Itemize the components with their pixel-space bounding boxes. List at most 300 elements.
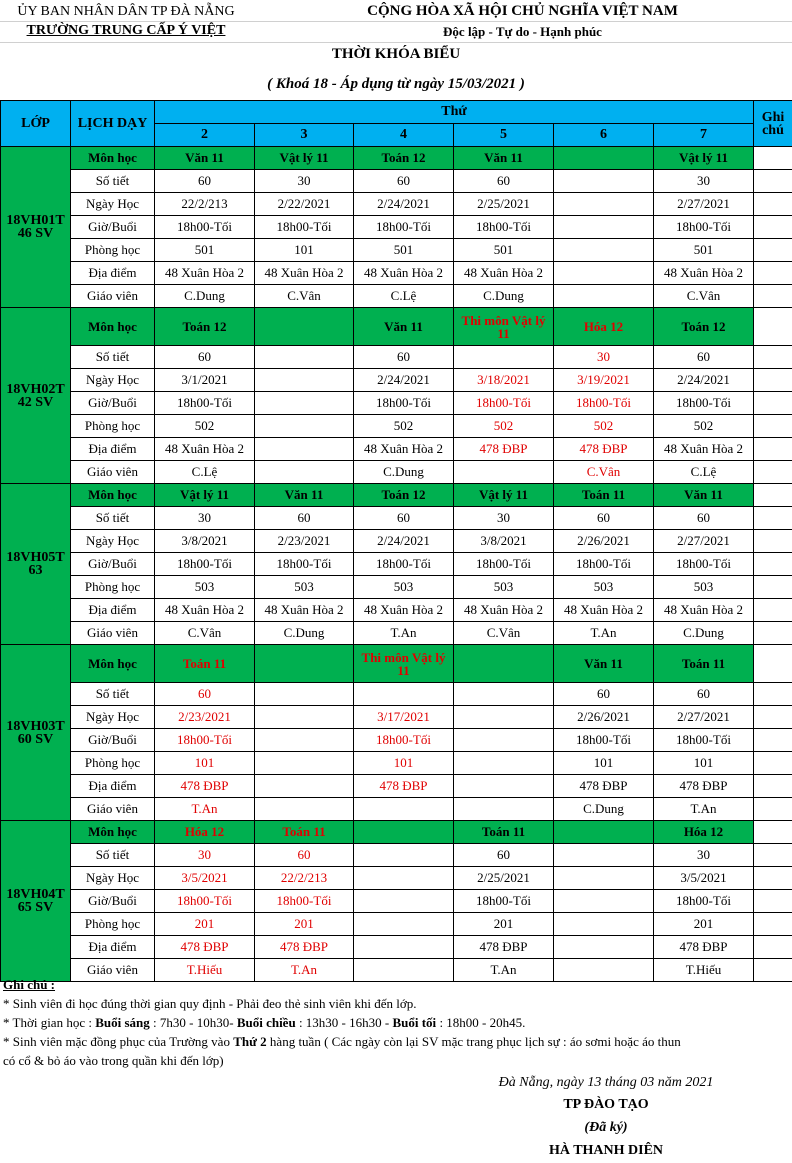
note-cell: [754, 729, 792, 752]
class-name: 18VH01T 46 SV: [1, 147, 71, 308]
table-row: [1, 239, 792, 262]
subject-cell: [554, 147, 654, 170]
row-label: Số tiết: [71, 170, 155, 193]
note-cell: [754, 147, 792, 170]
note-cell: [754, 530, 792, 553]
schedule-cell: [554, 890, 654, 913]
table-row: [1, 170, 792, 193]
schedule-cell: [554, 867, 654, 890]
schedule-cell: [354, 867, 454, 890]
table-row: [1, 683, 792, 706]
signature-status: (Đã ký): [584, 1120, 628, 1135]
row-label: Giờ/Buổi: [71, 392, 155, 415]
note-cell: [754, 576, 792, 599]
schedule-cell: [255, 775, 354, 798]
subject-cell: Thi môn Vật lý 11: [354, 645, 454, 683]
table-row: [1, 913, 792, 936]
note-cell: [754, 285, 792, 308]
subject-cell: Toán 11: [654, 645, 754, 683]
subject-cell: [454, 645, 554, 683]
schedule-cell: 60: [654, 683, 754, 706]
schedule-cell: 60: [554, 507, 654, 530]
table-row: [1, 752, 792, 775]
table-row: [1, 729, 792, 752]
schedule-cell: 48 Xuân Hòa 2: [155, 438, 255, 461]
schedule-cell: 18h00-Tối: [554, 729, 654, 752]
class-name: 18VH02T 42 SV: [1, 308, 71, 484]
schedule-cell: 478 ĐBP: [554, 775, 654, 798]
row-label: Phòng học: [71, 239, 155, 262]
schedule-cell: [554, 262, 654, 285]
schedule-cell: [454, 729, 554, 752]
notes-section: [0, 975, 792, 1070]
note-cell: [754, 262, 792, 285]
schedule-cell: 501: [654, 239, 754, 262]
schedule-cell: 18h00-Tối: [155, 216, 255, 239]
schedule-cell: [354, 936, 454, 959]
note-cell: [754, 239, 792, 262]
notes-heading: Ghi chú :: [3, 977, 56, 992]
class-name: 18VH04T 65 SV: [1, 821, 71, 982]
schedule-cell: 22/2/213: [155, 193, 255, 216]
schedule-cell: 30: [155, 844, 255, 867]
schedule-cell: 2/23/2021: [155, 706, 255, 729]
table-row: [1, 821, 792, 844]
table-row: [1, 415, 792, 438]
schedule-cell: [255, 729, 354, 752]
note-cell: [754, 216, 792, 239]
note-cell: [754, 622, 792, 645]
schedule-cell: [255, 461, 354, 484]
schedule-cell: 30: [554, 346, 654, 369]
schedule-cell: [554, 285, 654, 308]
schedule-cell: 18h00-Tối: [654, 729, 754, 752]
schedule-cell: [554, 193, 654, 216]
schedule-cell: 502: [155, 415, 255, 438]
schedule-cell: 2/27/2021: [654, 193, 754, 216]
schedule-cell: 3/5/2021: [654, 867, 754, 890]
row-label: Giờ/Buổi: [71, 216, 155, 239]
schedule-cell: [554, 170, 654, 193]
schedule-cell: 60: [155, 683, 255, 706]
schedule-cell: 18h00-Tối: [654, 553, 754, 576]
day-header: 6: [554, 124, 654, 147]
table-row: [1, 461, 792, 484]
schedule-cell: C.Lệ: [155, 461, 255, 484]
schedule-cell: [255, 683, 354, 706]
schedule-cell: 478 ĐBP: [554, 438, 654, 461]
row-label: Ngày Học: [71, 193, 155, 216]
schedule-cell: 2/23/2021: [255, 530, 354, 553]
schedule-cell: [255, 706, 354, 729]
schedule-cell: 101: [255, 239, 354, 262]
note-cell: [754, 752, 792, 775]
row-label: Địa điểm: [71, 438, 155, 461]
schedule-cell: 2/25/2021: [454, 193, 554, 216]
schedule-cell: 18h00-Tối: [255, 890, 354, 913]
schedule-cell: 18h00-Tối: [554, 553, 654, 576]
row-label: Ngày Học: [71, 530, 155, 553]
schedule-cell: 2/24/2021: [654, 369, 754, 392]
schedule-cell: [255, 346, 354, 369]
schedule-cell: 478 ĐBP: [454, 438, 554, 461]
subject-cell: Toán 11: [554, 484, 654, 507]
subject-cell: Thi môn Vật lý 11: [454, 308, 554, 346]
subject-cell: Vật lý 11: [454, 484, 554, 507]
table-row: [1, 308, 792, 346]
schedule-cell: 48 Xuân Hòa 2: [354, 599, 454, 622]
day-header: 5: [454, 124, 554, 147]
schedule-cell: 3/17/2021: [354, 706, 454, 729]
schedule-cell: [255, 752, 354, 775]
table-row: [1, 706, 792, 729]
schedule-cell: [554, 239, 654, 262]
schedule-cell: [354, 890, 454, 913]
schedule-cell: 502: [454, 415, 554, 438]
schedule-cell: [255, 369, 354, 392]
nation-motto: Độc lập - Tự do - Hạnh phúc: [443, 24, 602, 39]
schedule-cell: 48 Xuân Hòa 2: [255, 599, 354, 622]
subject-cell: Văn 11: [155, 147, 255, 170]
day-header: 2: [155, 124, 255, 147]
schedule-cell: C.Vân: [155, 622, 255, 645]
schedule-cell: 60: [354, 170, 454, 193]
schedule-cell: 478 ĐBP: [155, 936, 255, 959]
note-cell: [754, 193, 792, 216]
row-label: Số tiết: [71, 507, 155, 530]
table-row: [1, 262, 792, 285]
note-cell: [754, 170, 792, 193]
subject-cell: Văn 11: [554, 645, 654, 683]
schedule-cell: [454, 683, 554, 706]
note-cell: [754, 913, 792, 936]
schedule-cell: 48 Xuân Hòa 2: [654, 438, 754, 461]
subject-cell: Hóa 12: [554, 308, 654, 346]
schedule-cell: 60: [354, 346, 454, 369]
row-label: Giờ/Buổi: [71, 890, 155, 913]
note-cell: [754, 867, 792, 890]
note-cell: [754, 553, 792, 576]
schedule-cell: T.An: [454, 959, 554, 982]
schedule-cell: 60: [454, 844, 554, 867]
table-row: [1, 890, 792, 913]
schedule-cell: 201: [454, 913, 554, 936]
schedule-cell: 18h00-Tối: [354, 216, 454, 239]
schedule-cell: 18h00-Tối: [454, 553, 554, 576]
schedule-cell: 3/8/2021: [454, 530, 554, 553]
header-thu: Thứ: [155, 101, 754, 124]
timetable: [0, 100, 792, 982]
subject-cell: Toán 12: [155, 308, 255, 346]
schedule-cell: T.Hiếu: [654, 959, 754, 982]
note-cell: [754, 369, 792, 392]
schedule-cell: 503: [554, 576, 654, 599]
schedule-cell: [354, 798, 454, 821]
schedule-cell: 2/24/2021: [354, 530, 454, 553]
schedule-cell: [354, 683, 454, 706]
schedule-cell: 60: [155, 170, 255, 193]
schedule-cell: 18h00-Tối: [155, 890, 255, 913]
day-header: 7: [654, 124, 754, 147]
schedule-cell: 18h00-Tối: [454, 890, 554, 913]
schedule-cell: 101: [354, 752, 454, 775]
table-row: [1, 798, 792, 821]
subject-cell: Văn 11: [654, 484, 754, 507]
schedule-cell: C.Vân: [554, 461, 654, 484]
schedule-cell: 2/27/2021: [654, 530, 754, 553]
note-line: * Sinh viên mặc đồng phục của Trường vào Thứ 2 hàng tuần ( Các ngày còn lại SV mặc trang phục lịch sự : áo sơmi hoặc áo thun: [3, 1034, 681, 1049]
schedule-cell: [454, 461, 554, 484]
schedule-cell: [255, 392, 354, 415]
schedule-cell: C.Dung: [654, 622, 754, 645]
schedule-cell: 48 Xuân Hòa 2: [155, 262, 255, 285]
schedule-cell: 502: [654, 415, 754, 438]
row-label: Địa điểm: [71, 262, 155, 285]
schedule-cell: T.An: [354, 622, 454, 645]
schedule-cell: 502: [354, 415, 454, 438]
row-label: Phòng học: [71, 752, 155, 775]
schedule-cell: 18h00-Tối: [155, 392, 255, 415]
schedule-cell: C.Lệ: [654, 461, 754, 484]
subject-cell: Vật lý 11: [654, 147, 754, 170]
schedule-cell: 30: [654, 844, 754, 867]
table-row: [1, 576, 792, 599]
schedule-cell: 48 Xuân Hòa 2: [255, 262, 354, 285]
schedule-cell: [255, 798, 354, 821]
subject-cell: Toán 12: [654, 308, 754, 346]
table-row: [1, 369, 792, 392]
table-row: [1, 484, 792, 507]
schedule-cell: C.Vân: [255, 285, 354, 308]
table-row: [1, 346, 792, 369]
row-label: Địa điểm: [71, 936, 155, 959]
schedule-cell: 18h00-Tối: [354, 392, 454, 415]
schedule-cell: 18h00-Tối: [454, 216, 554, 239]
schedule-cell: 60: [354, 507, 454, 530]
subject-cell: [255, 645, 354, 683]
schedule-cell: [454, 706, 554, 729]
note-cell: [754, 706, 792, 729]
subject-cell: [255, 308, 354, 346]
schedule-cell: [454, 775, 554, 798]
signature-name: HÀ THANH DIÊN: [548, 1143, 664, 1158]
subject-cell: Toán 12: [354, 147, 454, 170]
schedule-cell: 30: [654, 170, 754, 193]
row-label: Giáo viên: [71, 461, 155, 484]
note-line: có cổ & bỏ áo vào trong quần khi đến lớp): [3, 1053, 224, 1068]
schedule-cell: 201: [654, 913, 754, 936]
page-subtitle: ( Khoá 18 - Áp dụng từ ngày 15/03/2021 ): [267, 76, 525, 92]
row-label: Giáo viên: [71, 959, 155, 982]
note-cell: [754, 645, 792, 683]
row-label: Phòng học: [71, 415, 155, 438]
schedule-cell: 18h00-Tối: [654, 216, 754, 239]
note-line: * Thời gian học : Buổi sáng : 7h30 - 10h30- Buổi chiều : 13h30 - 16h30 - Buổi tối : 18h00 - 20h45.: [3, 1015, 526, 1030]
table-row: [1, 216, 792, 239]
schedule-cell: T.An: [554, 622, 654, 645]
row-label: Giờ/Buổi: [71, 553, 155, 576]
schedule-cell: 3/19/2021: [554, 369, 654, 392]
note-cell: [754, 308, 792, 346]
table-row: [1, 599, 792, 622]
schedule-cell: 48 Xuân Hòa 2: [454, 599, 554, 622]
note-cell: [754, 346, 792, 369]
subject-cell: [354, 821, 454, 844]
schedule-cell: 2/24/2021: [354, 369, 454, 392]
row-label: Môn học: [71, 308, 155, 346]
schedule-cell: 201: [255, 913, 354, 936]
schedule-cell: T.An: [255, 959, 354, 982]
row-label: Giáo viên: [71, 798, 155, 821]
schedule-cell: 48 Xuân Hòa 2: [654, 599, 754, 622]
schedule-cell: 503: [654, 576, 754, 599]
schedule-cell: 48 Xuân Hòa 2: [554, 599, 654, 622]
schedule-cell: C.Lệ: [354, 285, 454, 308]
day-header: 3: [255, 124, 354, 147]
row-label: Giờ/Buổi: [71, 729, 155, 752]
note-cell: [754, 844, 792, 867]
schedule-cell: 18h00-Tối: [155, 553, 255, 576]
subject-cell: Toán 12: [354, 484, 454, 507]
schedule-cell: 2/24/2021: [354, 193, 454, 216]
schedule-cell: 18h00-Tối: [654, 890, 754, 913]
note-cell: [754, 936, 792, 959]
schedule-cell: T.An: [155, 798, 255, 821]
schedule-cell: [354, 844, 454, 867]
schedule-cell: [554, 913, 654, 936]
schedule-cell: 478 ĐBP: [654, 775, 754, 798]
table-row: [1, 775, 792, 798]
row-label: Ngày Học: [71, 867, 155, 890]
note-cell: [754, 599, 792, 622]
schedule-cell: 60: [155, 346, 255, 369]
schedule-cell: 478 ĐBP: [354, 775, 454, 798]
schedule-cell: 2/26/2021: [554, 530, 654, 553]
schedule-cell: 60: [255, 507, 354, 530]
row-label: Số tiết: [71, 683, 155, 706]
row-label: Phòng học: [71, 913, 155, 936]
schedule-cell: 3/1/2021: [155, 369, 255, 392]
note-cell: [754, 415, 792, 438]
subject-cell: Toán 11: [155, 645, 255, 683]
row-label: Môn học: [71, 821, 155, 844]
note-cell: [754, 821, 792, 844]
schedule-cell: C.Dung: [454, 285, 554, 308]
schedule-cell: 502: [554, 415, 654, 438]
note-cell: [754, 890, 792, 913]
subject-cell: Văn 11: [354, 308, 454, 346]
table-row: [1, 936, 792, 959]
schedule-cell: [454, 798, 554, 821]
page-title: THỜI KHÓA BIỂU: [331, 46, 461, 62]
schedule-cell: 18h00-Tối: [354, 729, 454, 752]
table-row: [1, 844, 792, 867]
note-cell: [754, 798, 792, 821]
class-name: 18VH05T 63: [1, 484, 71, 645]
schedule-cell: [354, 913, 454, 936]
schedule-cell: 478 ĐBP: [654, 936, 754, 959]
note-cell: [754, 461, 792, 484]
schedule-cell: 48 Xuân Hòa 2: [654, 262, 754, 285]
header-lich-day: LỊCH DẠY: [71, 101, 155, 147]
note-cell: [754, 683, 792, 706]
subject-cell: Hóa 12: [654, 821, 754, 844]
note-cell: [754, 484, 792, 507]
schedule-cell: 3/18/2021: [454, 369, 554, 392]
schedule-cell: 18h00-Tối: [454, 392, 554, 415]
nation-name: CỘNG HÒA XÃ HỘI CHỦ NGHĨA VIỆT NAM: [367, 3, 678, 19]
schedule-cell: 60: [554, 683, 654, 706]
schedule-cell: 478 ĐBP: [454, 936, 554, 959]
schedule-cell: 60: [454, 170, 554, 193]
schedule-cell: 101: [554, 752, 654, 775]
subject-cell: Vật lý 11: [155, 484, 255, 507]
schedule-cell: 60: [654, 346, 754, 369]
schedule-cell: 201: [155, 913, 255, 936]
table-row: [1, 392, 792, 415]
row-label: Giáo viên: [71, 622, 155, 645]
schedule-cell: 22/2/213: [255, 867, 354, 890]
schedule-cell: 18h00-Tối: [155, 729, 255, 752]
table-row: [1, 867, 792, 890]
row-label: Giáo viên: [71, 285, 155, 308]
note-cell: [754, 392, 792, 415]
schedule-cell: [255, 415, 354, 438]
schedule-cell: C.Dung: [255, 622, 354, 645]
schedule-cell: 48 Xuân Hòa 2: [354, 438, 454, 461]
row-label: Môn học: [71, 147, 155, 170]
table-row: [1, 553, 792, 576]
schedule-cell: C.Vân: [654, 285, 754, 308]
schedule-cell: C.Dung: [155, 285, 255, 308]
schedule-cell: 48 Xuân Hòa 2: [454, 262, 554, 285]
table-row: [1, 147, 792, 170]
schedule-cell: 30: [454, 507, 554, 530]
header-lop: LỚP: [1, 101, 71, 147]
schedule-cell: 18h00-Tối: [554, 392, 654, 415]
row-label: Môn học: [71, 484, 155, 507]
table-row: [1, 438, 792, 461]
schedule-cell: 30: [255, 170, 354, 193]
schedule-cell: 501: [155, 239, 255, 262]
schedule-cell: 30: [155, 507, 255, 530]
schedule-cell: [554, 844, 654, 867]
row-label: Địa điểm: [71, 599, 155, 622]
schedule-cell: [255, 438, 354, 461]
subject-cell: [554, 821, 654, 844]
schedule-cell: 3/8/2021: [155, 530, 255, 553]
note-cell: [754, 507, 792, 530]
schedule-cell: T.An: [654, 798, 754, 821]
org-name: ỦY BAN NHÂN DÂN TP ĐÀ NẴNG: [17, 4, 235, 19]
schedule-cell: 18h00-Tối: [255, 216, 354, 239]
schedule-cell: 478 ĐBP: [155, 775, 255, 798]
schedule-cell: C.Vân: [454, 622, 554, 645]
table-row: [1, 507, 792, 530]
row-label: Phòng học: [71, 576, 155, 599]
schedule-cell: [454, 346, 554, 369]
schedule-cell: C.Dung: [354, 461, 454, 484]
subject-cell: Vật lý 11: [255, 147, 354, 170]
table-row: [1, 645, 792, 683]
row-label: Môn học: [71, 645, 155, 683]
school-name: TRƯỜNG TRUNG CẤP Ý VIỆT: [26, 23, 226, 38]
subject-cell: Văn 11: [454, 147, 554, 170]
signature-role: TP ĐÀO TẠO: [563, 1097, 649, 1112]
subject-cell: Toán 11: [255, 821, 354, 844]
schedule-cell: C.Dung: [554, 798, 654, 821]
schedule-cell: [554, 936, 654, 959]
